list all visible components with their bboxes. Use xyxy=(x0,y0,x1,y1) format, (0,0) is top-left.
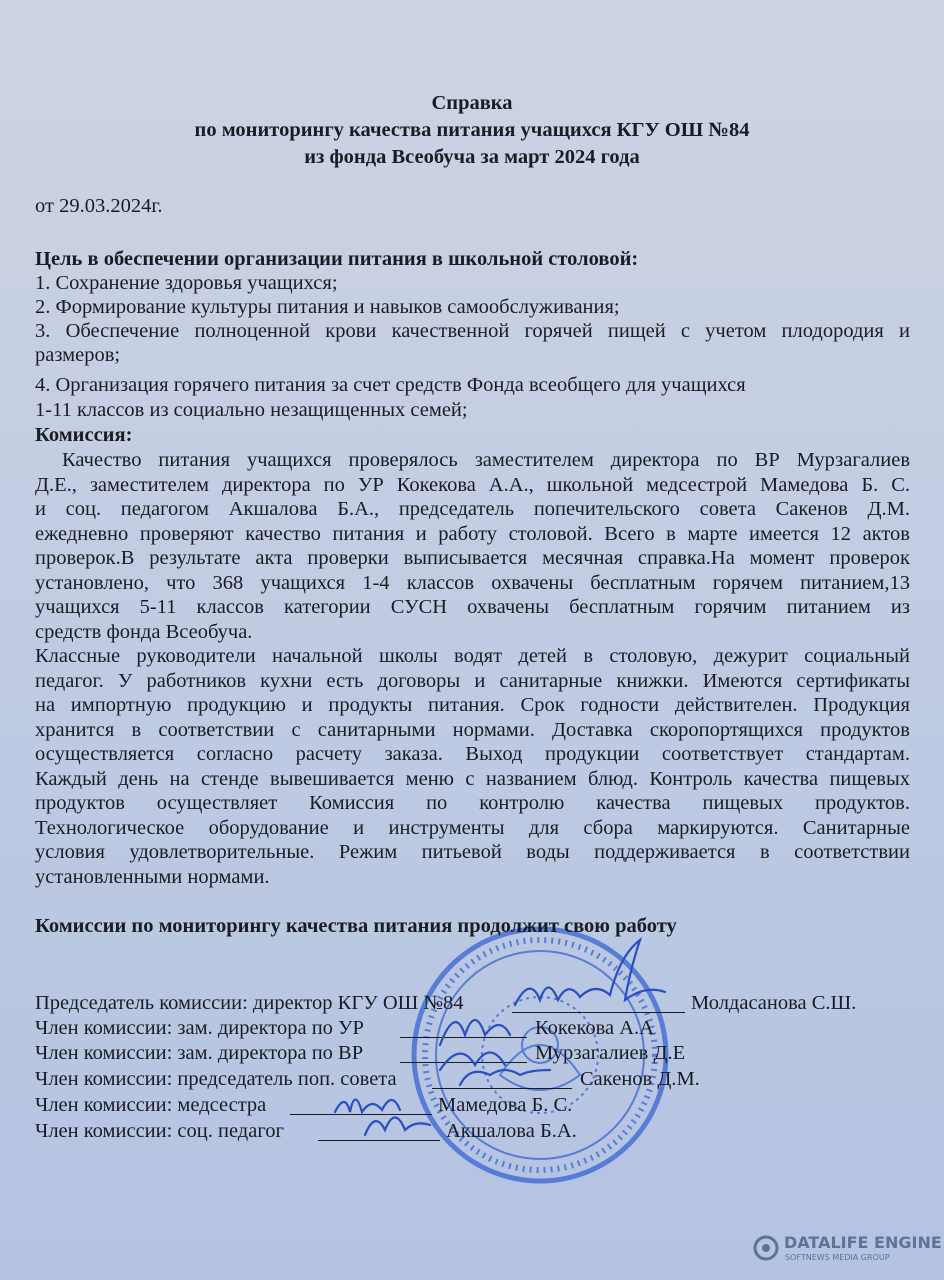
body-line: проверок.В результате акта проверки выписывается месячная справка.На момент проверок xyxy=(35,547,910,569)
body-line: условия удовлетворительные. Режим питьевой воды поддерживается в соответствии xyxy=(35,841,910,863)
signature-role: Член комиссии: зам. директора по УР xyxy=(35,1017,364,1039)
body-line: педагог. У работников кухни есть договоры и санитарные книжки. Имеются сертификаты xyxy=(35,669,910,692)
signature-line xyxy=(400,1037,527,1038)
body-line: ежедневно проверяют качество питания и работу столовой. Всего в марте имеется 12 актов xyxy=(35,522,910,545)
body-line: установленными нормами. xyxy=(35,865,270,888)
body-line: продуктов осуществляет Комиссия по контролю качества пищевых продуктов. xyxy=(35,792,910,814)
doc-subtitle: по мониторингу качества питания учащихся КГУ ОШ №84 xyxy=(194,119,750,141)
signatory-name: Сакенов Д.М. xyxy=(580,1068,700,1090)
body-line: учащихся 5-11 классов категории СУСН охвачены бесплатным горячим питанием из xyxy=(35,596,910,618)
signature-role: Член комиссии: соц. педагог xyxy=(35,1120,284,1142)
doc-date: от 29.03.2024г. xyxy=(35,195,163,217)
signature-role: Член комиссии: медсестра xyxy=(35,1094,267,1116)
body-line: установлено, что 368 учащихся 1-4 классов охвачены бесплатным горячем питанием,13 xyxy=(35,571,910,594)
datalife-logo-icon xyxy=(752,1234,780,1262)
body-line: и соц. педагогом Акшалова Б.А., председатель попечительского совета Сакенов Д.М. xyxy=(35,498,910,520)
signature-line xyxy=(318,1140,440,1141)
body-line: средств фонда Всеобуча. xyxy=(35,620,253,643)
signature-line xyxy=(400,1062,527,1063)
signature-role: Член комиссии: председатель поп. совета xyxy=(35,1068,397,1090)
commission-heading: Комиссия: xyxy=(35,424,133,446)
signatory-name: Мамедова Б. С. xyxy=(438,1094,573,1116)
body-line: Каждый день на стенде вывешивается меню с названием блюд. Контроль качества пищевых xyxy=(35,767,910,790)
goal-item: 4. Организация горячего питания за счет средств Фонда всеобщего для учащихся xyxy=(35,374,746,396)
watermark xyxy=(752,1233,942,1266)
body-line: на импортную продукцию и продукты питания. Срок годности действителен. Продукция xyxy=(35,694,910,716)
goal-item: размеров; xyxy=(35,344,121,366)
body-line: Технологическое оборудование и инструменты для сбора маркируются. Санитарные xyxy=(35,816,910,839)
goal-item: 2. Формирование культуры питания и навыков самообслуживания; xyxy=(35,296,620,318)
watermark-sub: SOFTNEWS MEDIA GROUP xyxy=(785,1253,890,1262)
signature-role: Член комиссии: зам. директора по ВР xyxy=(35,1042,364,1064)
signature-role: Председатель комиссии: директор КГУ ОШ №84 xyxy=(35,992,464,1014)
doc-title: Справка xyxy=(431,92,513,114)
signatory-name: Молдасанова С.Ш. xyxy=(691,992,857,1014)
signature-line xyxy=(432,1088,572,1089)
signatory-name: Мурзагалиев Д.Е xyxy=(535,1042,686,1064)
goal-item: 1-11 классов из социально незащищенных семей; xyxy=(35,399,468,421)
signatory-name: Акшалова Б.А. xyxy=(446,1120,577,1142)
body-line: Качество питания учащихся проверялось заместителем директора по ВР Мурзагалиев xyxy=(62,449,910,471)
body-line: Классные руководители начальной школы водят детей в столовую, дежурит социальный xyxy=(35,645,910,667)
body-line: осуществляется согласно расчету заказа. Выход продукции соответствует стандартам. xyxy=(35,743,910,765)
signature-line xyxy=(512,1012,685,1013)
goal-heading: Цель в обеспечении организации питания в школьной столовой: xyxy=(35,248,639,270)
watermark-brand: DATALIFE ENGINE xyxy=(784,1233,942,1252)
commission-closing: Комиссии по мониторингу качества питания продолжит свою работу xyxy=(35,915,677,937)
body-line: Д.Е., заместителем директора по УР Кокекова А.А., школьной медсестрой Мамедова Б. С. xyxy=(35,473,910,496)
body-line: хранится в соответствии с санитарными нормами. Доставка скоропортящихся продуктов xyxy=(35,718,910,741)
signatory-name: Кокекова А.А xyxy=(535,1017,654,1039)
goal-item: 3. Обеспечение полноценной крови качественной горячей пищей с учетом плодородия и xyxy=(35,320,910,342)
signature-line xyxy=(290,1114,432,1115)
goal-item: 1. Сохранение здоровья учащихся; xyxy=(35,272,338,294)
doc-subtitle-2: из фонда Всеобуча за март 2024 года xyxy=(304,146,640,168)
